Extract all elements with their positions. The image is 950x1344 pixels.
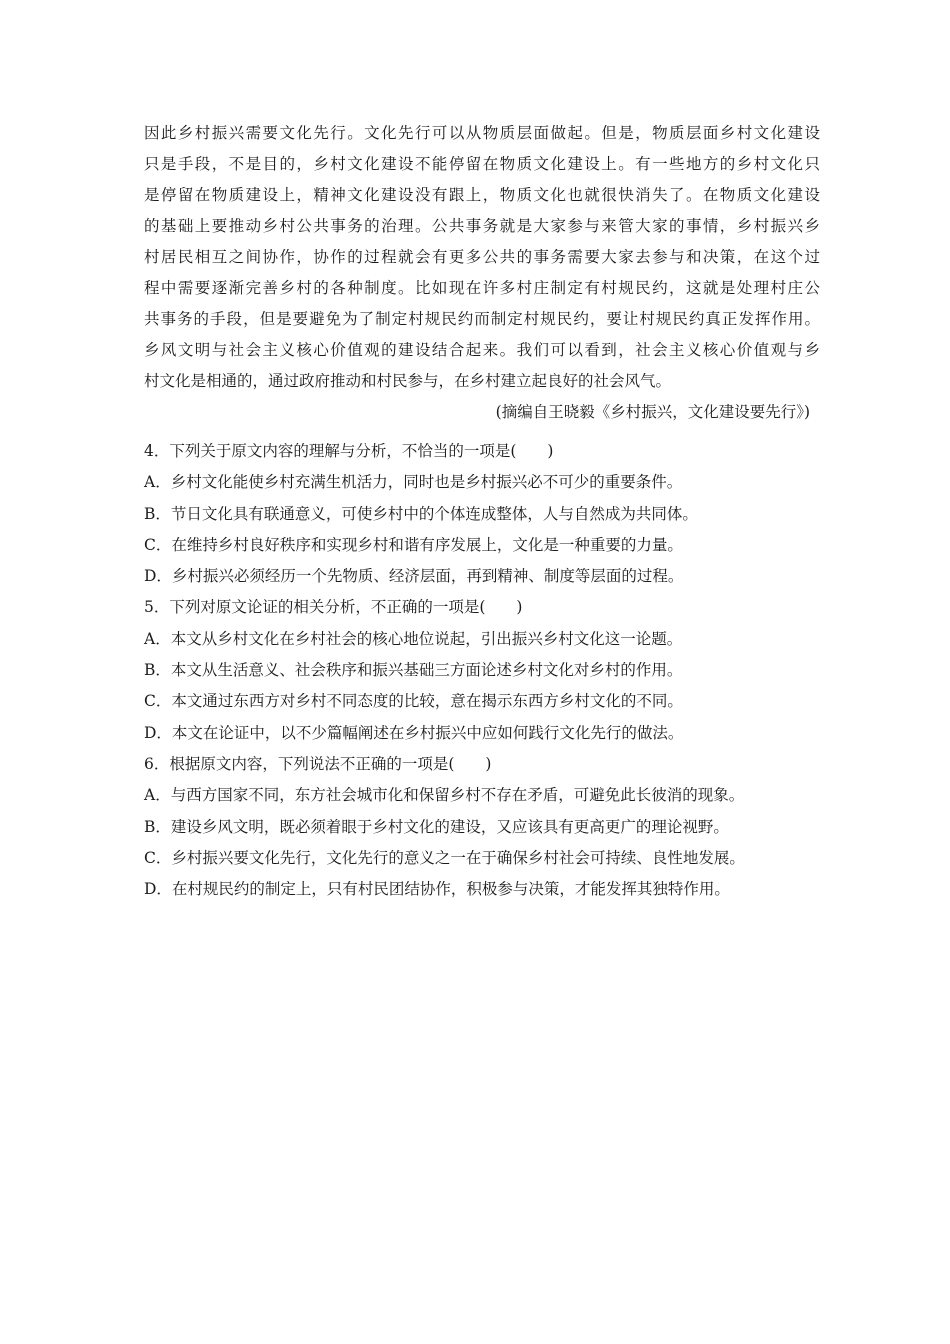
option-a: A．乡村文化能使乡村充满生机活力，同时也是乡村振兴必不可少的重要条件。	[144, 473, 683, 492]
passage-line: 是停留在物质建设上，精神文化建设没有跟上，物质文化也就很快消失了。在物质文化建设	[144, 186, 820, 204]
option-a: A．本文从乡村文化在乡村社会的核心地位说起，引出振兴乡村文化这一论题。	[144, 629, 683, 648]
passage-line: 程中需要逐渐完善乡村的各种制度。比如现在许多村庄制定有村规民约，这就是处理村庄公	[144, 279, 820, 297]
passage-line: 村居民相互之间协作，协作的过程就会有更多公共的事务需要大家去参与和决策，在这个过	[144, 248, 820, 266]
passage-line: 的基础上要推动乡村公共事务的治理。公共事务就是大家参与来管大家的事情，乡村振兴乡	[144, 217, 820, 235]
passage-line: 只是手段，不是目的，乡村文化建设不能停留在物质文化建设上。有一些地方的乡村文化只	[144, 155, 820, 173]
passage	[144, 118, 820, 428]
option-b: B．节日文化具有联通意义，可使乡村中的个体连成整体，人与自然成为共同体。	[144, 504, 698, 523]
passage-line: 因此乡村振兴需要文化先行。文化先行可以从物质层面做起。但是，物质层面乡村文化建设	[144, 124, 820, 142]
question-list	[144, 436, 820, 905]
question-stem: 6．根据原文内容，下列说法不正确的一项是( )	[144, 754, 492, 773]
option-c: C．本文通过东西方对乡村不同态度的比较，意在揭示东西方乡村文化的不同。	[144, 692, 683, 711]
option-d: D．乡村振兴必须经历一个先物质、经济层面，再到精神、制度等层面的过程。	[144, 567, 684, 586]
question-stem: 4．下列关于原文内容的理解与分析，不恰当的一项是( )	[144, 442, 554, 460]
question-6	[144, 749, 820, 905]
option-d: D．在村规民约的制定上，只有村民团结协作，积极参与决策，才能发挥其独特作用。	[144, 880, 730, 899]
question-5	[144, 592, 820, 748]
passage-source: (摘编自王晓毅《乡村振兴，文化建设要先行》)	[495, 403, 810, 421]
option-b: B．建设乡风文明，既必须着眼于乡村文化的建设，又应该具有更高更广的理论视野。	[144, 817, 729, 836]
passage-line: 乡风文明与社会主义核心价值观的建设结合起来。我们可以看到，社会主义核心价值观与乡	[144, 341, 820, 359]
option-d: D．本文在论证中，以不少篇幅阐述在乡村振兴中应如何践行文化先行的做法。	[144, 723, 684, 742]
option-c: C．在维持乡村良好秩序和实现乡村和谐有序发展上，文化是一种重要的力量。	[144, 535, 683, 554]
option-b: B．本文从生活意义、社会秩序和振兴基础三方面论述乡村文化对乡村的作用。	[144, 661, 683, 680]
option-a: A．与西方国家不同，东方社会城市化和保留乡村不存在矛盾，可避免此长彼消的现象。	[144, 786, 745, 805]
passage-line: 村文化是相通的，通过政府推动和村民参与，在乡村建立起良好的社会风气。	[144, 372, 672, 390]
question-4	[144, 436, 820, 592]
option-c: C．乡村振兴要文化先行，文化先行的意义之一在于确保乡村社会可持续、良性地发展。	[144, 848, 745, 867]
question-stem: 5．下列对原文论证的相关分析，不正确的一项是( )	[144, 598, 523, 617]
passage-line: 共事务的手段，但是要避免为了制定村规民约而制定村规民约，要让村规民约真正发挥作用。	[144, 310, 820, 328]
